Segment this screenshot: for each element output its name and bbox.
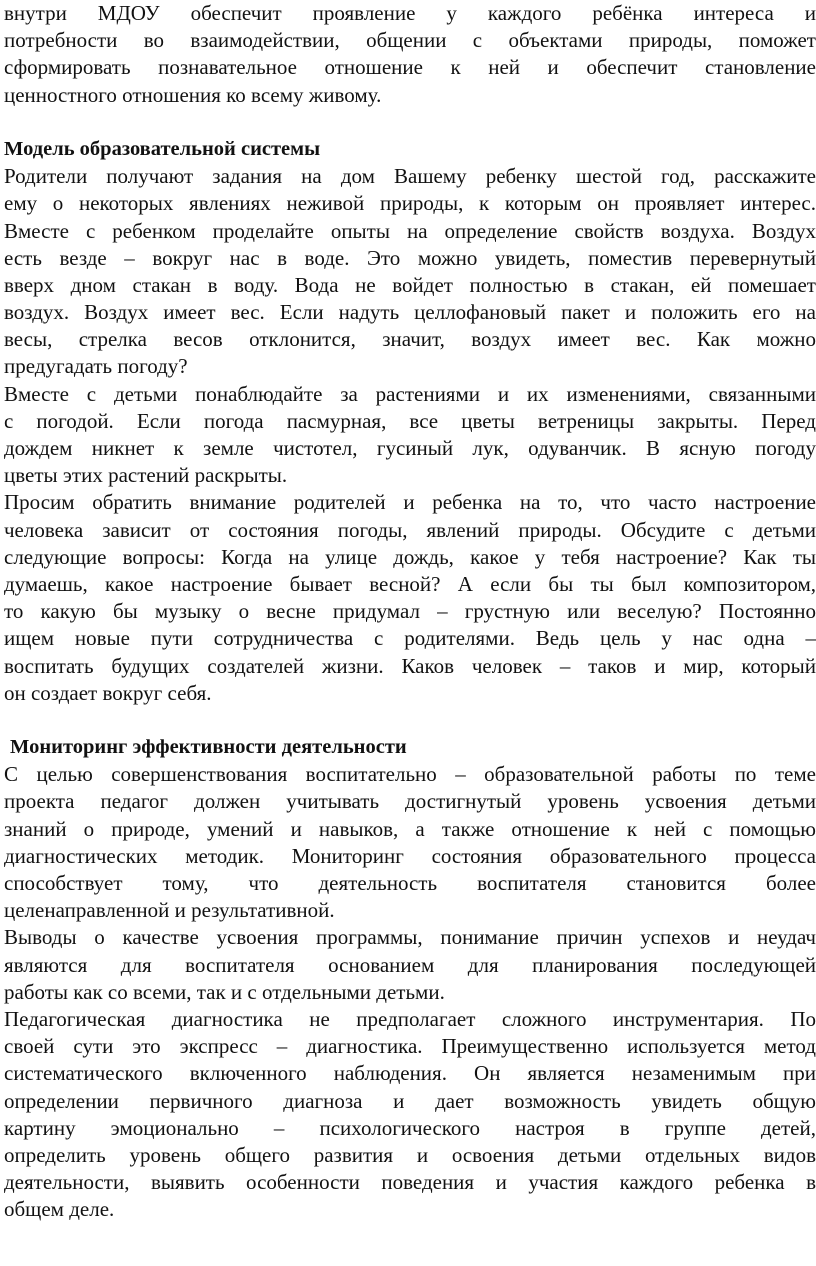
text-line: знаний о природе, умений и навыков, а также отношение к ней с помощью [4, 816, 816, 841]
text-line: он создает вокруг себя. [4, 680, 212, 705]
text-line: воздух. Воздух имеет вес. Если надуть целлофановый пакет и положить его на [4, 300, 816, 325]
text-line: Выводы о качестве усвоения программы, понимание причин успехов и неудач [4, 925, 816, 950]
text-line: человека зависит от состояния погоды, явлений природы. Обсудите с детьми [4, 517, 816, 542]
text-line: Вместе с ребенком проделайте опыты на определение свойств воздуха. Воздух [4, 218, 816, 243]
text-line: Родители получают задания на дом Вашему ребенку шестой год, расскажите [4, 164, 816, 189]
text-line: дождем никнет к земле чистотел, гусиный лук, одуванчик. В ясную погоду [4, 436, 816, 460]
text-line: Просим обратить внимание родителей и ребенка на то, что часто настроение [4, 490, 816, 515]
blank-line [4, 109, 816, 136]
text-line: есть везде – вокруг нас в воде. Это можно увидеть, поместив перевернутый [4, 245, 816, 270]
text-line: ему о некоторых явлениях неживой природы, к которым он проявляет интерес. [4, 191, 816, 216]
text-line: потребности во взаимодействии, общении с объектами природы, поможет [4, 28, 816, 53]
text-line: весы, стрелка весов отклонится, значит, воздух имеет вес. Как можно [4, 327, 816, 352]
section-heading: Мониторинг эффективности деятельности [10, 736, 407, 759]
text-line: диагностических методик. Мониторинг состояния образовательного процесса [4, 843, 816, 868]
text-line: предугадать погоду? [4, 354, 188, 379]
text-line: определении первичного диагноза и дает возможность увидеть общую [4, 1088, 816, 1113]
text-line: вверх дном стакан в воду. Вода не войдет полностью в стакан, ей помешает [4, 272, 816, 297]
text-line: сформировать познавательное отношение к ней и обеспечит становление [4, 55, 816, 80]
section-heading: Модель образовательной системы [4, 137, 321, 160]
text-line: ценностного отношения ко всему живому. [4, 82, 382, 107]
text-line: следующие вопросы: Когда на улице дождь, какое у тебя настроение? Как ты [4, 544, 816, 569]
text-line: целенаправленной и результативной. [4, 898, 335, 923]
text-line: проекта педагог должен учитывать достигнутый уровень усвоения детьми [4, 789, 816, 814]
text-line: С целью совершенствования воспитательно – образовательной работы по теме [4, 762, 816, 787]
document-page [4, 0, 816, 1266]
text-line: своей сути это экспресс – диагностика. Преимущественно используется метод [4, 1034, 816, 1059]
text-line: способствует тому, что деятельность воспитателя становится более [4, 871, 816, 895]
text-line: воспитать будущих создателей жизни. Каков человек – таков и мир, который [4, 653, 816, 678]
text-line: деятельности, выявить особенности поведения и участия каждого ребенка в [4, 1170, 816, 1195]
text-line: работы как со всеми, так и с отдельными детьми. [4, 979, 445, 1004]
text-line: ищем новые пути сотрудничества с родителями. Ведь цель у нас одна – [4, 626, 816, 651]
text-line: то какую бы музыку о весне придумал – грустную или веселую? Постоянно [4, 599, 816, 624]
text-line: цветы этих растений раскрыты. [4, 463, 288, 488]
text-line: определить уровень общего развития и освоения детьми отдельных видов [4, 1142, 816, 1167]
blank-line [4, 707, 816, 734]
text-line: общем деле. [4, 1197, 115, 1222]
text-line: с погодой. Если погода пасмурная, все цветы ветреницы закрыты. Перед [4, 408, 816, 433]
text-line: систематического включенного наблюдения. Он является незаменимым при [4, 1061, 816, 1086]
text-line: являются для воспитателя основанием для планирования последующей [4, 952, 816, 977]
text-line: Вместе с детьми понаблюдайте за растениями и их изменениями, связанными [4, 381, 816, 406]
text-line: внутри МДОУ обеспечит проявление у каждого ребёнка интереса и [4, 1, 816, 25]
text-line: Педагогическая диагностика не предполагает сложного инструментария. По [4, 1006, 816, 1031]
text-line: картину эмоционально – психологического настроя в группе детей, [4, 1115, 816, 1140]
text-line: думаешь, какое настроение бывает весной? А если бы ты был композитором, [4, 571, 816, 596]
